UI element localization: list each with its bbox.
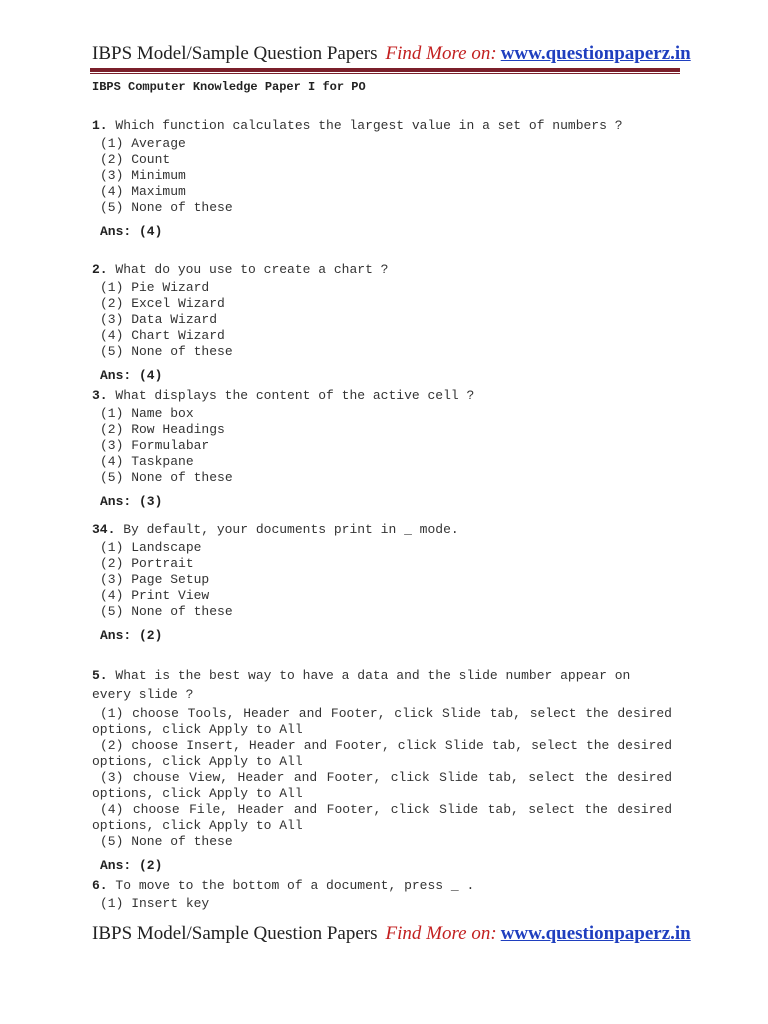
option: (3) Formulabar — [100, 438, 210, 453]
option: (1) choose Tools, Header and Footer, click Slide tab, select the desired options, click Apply to All — [92, 706, 680, 737]
option: (3) Minimum — [100, 168, 186, 183]
question-5 — [92, 666, 680, 874]
paper-title: IBPS Computer Knowledge Paper I for PO — [92, 80, 366, 94]
option: (2) Excel Wizard — [100, 296, 225, 311]
footer-brand: IBPS Model/Sample Question Papers — [92, 923, 378, 944]
question-number: 1. — [92, 118, 108, 133]
option: (4) choose File, Header and Footer, click Slide tab, select the desired options, click Apply to All — [92, 802, 680, 833]
option: (1) Pie Wizard — [100, 280, 210, 295]
option: (3) Page Setup — [100, 572, 210, 587]
option: (5) None of these — [100, 344, 233, 359]
question-text: 34. By default, your documents print in _ mode. — [92, 522, 459, 537]
header-brand: IBPS Model/Sample Question Papers — [92, 43, 378, 64]
option: (5) None of these — [100, 604, 233, 619]
question-number: 3. — [92, 388, 108, 403]
question-3 — [92, 388, 672, 510]
option: (3) chouse View, Header and Footer, click Slide tab, select the desired options, click Apply to All — [92, 770, 680, 801]
option: (1) Insert key — [100, 896, 210, 911]
question-number: 5. — [92, 668, 108, 683]
options-list — [92, 280, 672, 360]
options-list — [92, 136, 672, 216]
option: (1) Name box — [100, 406, 194, 421]
option: (2) choose Insert, Header and Footer, click Slide tab, select the desired options, click Apply to All — [92, 738, 680, 769]
question-34 — [92, 522, 672, 644]
question-1 — [92, 118, 672, 240]
options-list — [92, 896, 672, 912]
answer: Ans: (4) — [100, 224, 163, 239]
options-list — [92, 706, 680, 850]
options-list — [92, 540, 672, 620]
option: (3) Data Wizard — [100, 312, 218, 327]
footer-website-link[interactable]: www.questionpaperz.in — [500, 923, 691, 944]
question-text: 3. What displays the content of the active cell ? — [92, 388, 475, 403]
question-number: 34. — [92, 522, 116, 537]
option: (4) Maximum — [100, 184, 186, 199]
question-number: 6. — [92, 878, 108, 893]
question-text: 1. Which function calculates the largest value in a set of numbers ? — [92, 118, 623, 133]
header-website-link[interactable]: www.questionpaperz.in — [500, 43, 691, 64]
option: (5) None of these — [100, 200, 233, 215]
header-rule-thin — [90, 73, 680, 74]
question-text: 6. To move to the bottom of a document, press _ . — [92, 878, 475, 893]
option: (2) Row Headings — [100, 422, 225, 437]
option: (1) Average — [100, 136, 186, 151]
header-rule — [90, 68, 680, 72]
answer: Ans: (2) — [100, 628, 163, 643]
option: (2) Count — [100, 152, 171, 167]
questions-list — [92, 118, 680, 934]
answer: Ans: (2) — [100, 858, 163, 873]
option: (5) None of these — [100, 834, 233, 849]
question-number: 2. — [92, 262, 108, 277]
question-text: 2. What do you use to create a chart ? — [92, 262, 389, 277]
page-footer — [92, 922, 691, 946]
page-header — [92, 42, 691, 66]
header-find-more: Find More on: — [385, 43, 497, 64]
options-list — [92, 406, 672, 486]
option: (1) Landscape — [100, 540, 202, 555]
question-text: 5. What is the best way to have a data and the slide number appear on every slide ? — [92, 668, 639, 702]
option: (4) Print View — [100, 588, 210, 603]
option: (5) None of these — [100, 470, 233, 485]
option: (4) Taskpane — [100, 454, 194, 469]
answer: Ans: (4) — [100, 368, 163, 383]
footer-find-more: Find More on: — [385, 923, 497, 944]
option: (2) Portrait — [100, 556, 194, 571]
question-6 — [92, 878, 672, 912]
question-2 — [92, 262, 672, 384]
option: (4) Chart Wizard — [100, 328, 225, 343]
answer: Ans: (3) — [100, 494, 163, 509]
